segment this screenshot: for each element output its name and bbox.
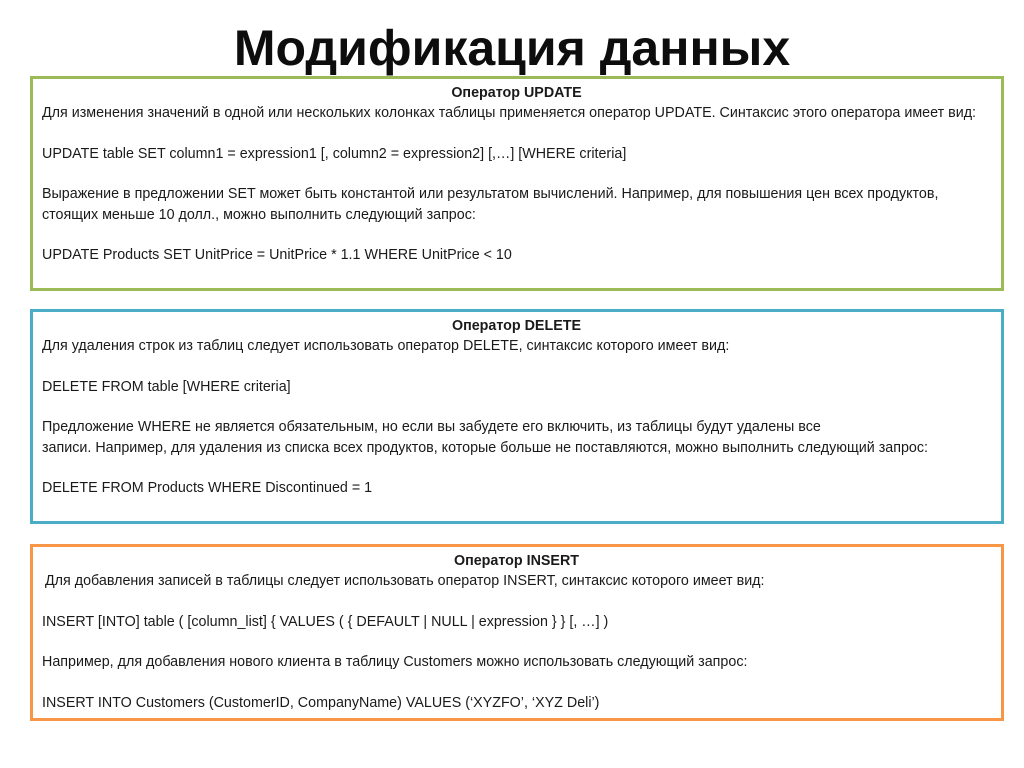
update-note: Выражение в предложении SET может быть константой или результатом вычислений. Например, для повышения цен всех продуктов, стоящих меньше 10 долл., можно выполнить следующий запрос: [42,186,939,223]
delete-note-line2: записи. Например, для удаления из списка всех продуктов, которые больше не поставляются, можно выполнить следующий запрос: [42,439,928,456]
update-example: UPDATE Products SET UnitPrice = UnitPrice * 1.1 WHERE UnitPrice < 10 [42,247,512,264]
insert-description: Для добавления записей в таблицы следует использовать оператор INSERT, синтаксис которого имеет вид: [45,573,765,590]
delete-syntax: DELETE FROM table [WHERE criteria] [42,378,291,395]
delete-operator-box [30,309,1004,524]
update-heading: Оператор UPDATE [451,85,582,101]
update-description: Для изменения значений в одной или нескольких колонках таблицы применяется оператор UPDATE. Синтаксис этого оператора имеет вид: [42,105,977,122]
delete-heading: Оператор DELETE [451,318,582,334]
delete-example: DELETE FROM Products WHERE Discontinued = 1 [42,480,373,497]
insert-note: Например, для добавления нового клиента в таблицу Customers можно использовать следующий запрос: [42,654,748,671]
insert-heading: Оператор INSERT [453,553,580,569]
delete-note-line1: Предложение WHERE не является обязательным, но если вы забудете его включить, из таблицы будут удалены все [42,419,821,436]
insert-operator-box [30,544,1004,721]
slide-title: Модификация данных [233,20,791,76]
insert-example: INSERT INTO Customers (CustomerID, CompanyName) VALUES (‘XYZFO’, ‘XYZ Deli’) [42,695,600,712]
delete-description: Для удаления строк из таблиц следует использовать оператор DELETE, синтаксис которого имеет вид: [42,338,730,355]
update-syntax: UPDATE table SET column1 = expression1 [, column2 = expression2] [,…] [WHERE criteria] [42,145,627,162]
insert-syntax: INSERT [INTO] table ( [column_list] { VALUES ( { DEFAULT | NULL | expression } } [, …] ) [42,613,609,630]
update-operator-box [30,76,1004,291]
